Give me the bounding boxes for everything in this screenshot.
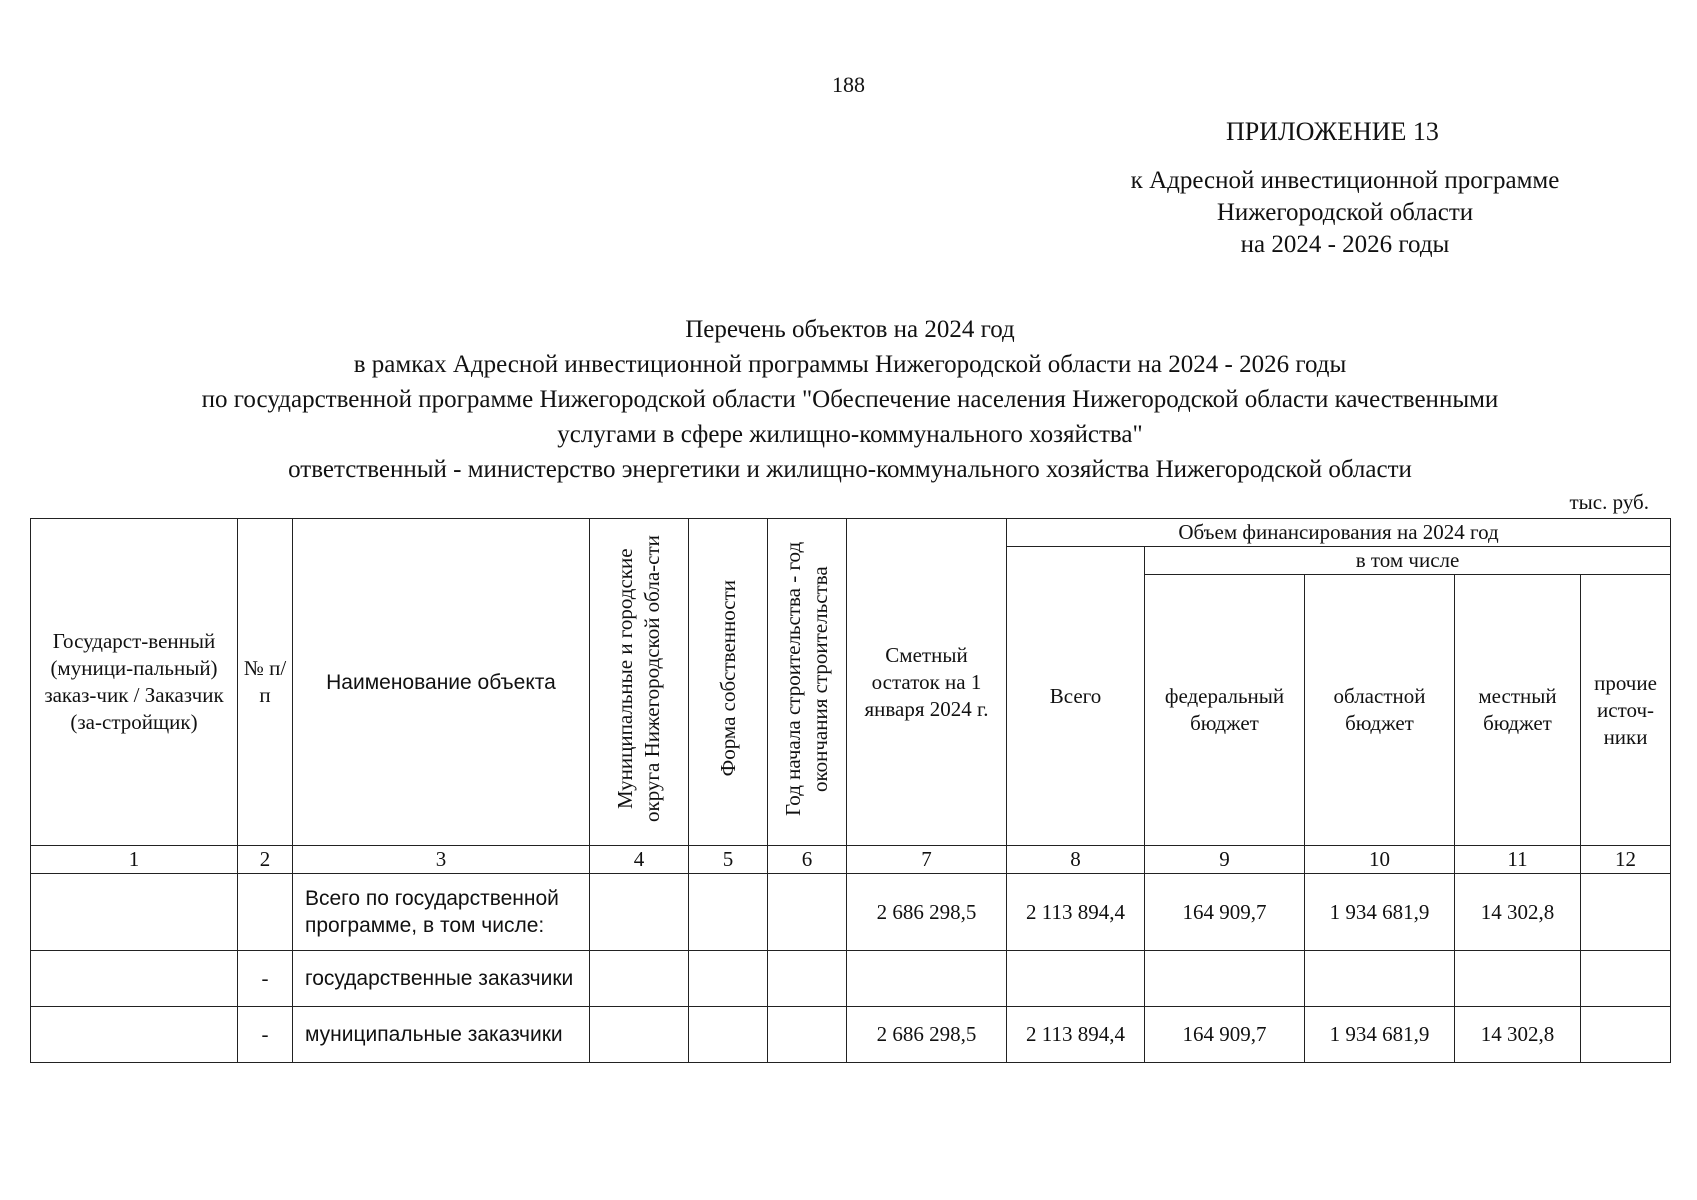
column-number: 8 [1007,846,1145,874]
cell-customer [31,951,238,1007]
column-number: 7 [847,846,1007,874]
cell-federal [1145,951,1305,1007]
header-ownership-text: Форма собственности [715,580,740,777]
cell-districts [590,874,689,951]
header-ownership [689,519,768,846]
cell-total: 2 113 894,4 [1007,1007,1145,1063]
cell-customer [31,1007,238,1063]
title-line: Перечень объектов на 2024 год [685,316,1015,343]
cell-years [768,874,847,951]
cell-object-name: Всего по государственной программе, в том числе: [293,874,590,951]
column-number: 6 [768,846,847,874]
cell-total [1007,951,1145,1007]
cell-number: - [238,1007,293,1063]
cell-balance: 2 686 298,5 [847,874,1007,951]
header-number: № п/п [238,519,293,846]
cell-other [1581,1007,1671,1063]
title-line: в рамках Адресной инвестиционной программы Нижегородской области на 2024 - 2026 годы [353,351,1347,378]
cell-other [1581,874,1671,951]
header-regional: областной бюджет [1305,575,1455,846]
header-local: местный бюджет [1455,575,1581,846]
cell-balance [847,951,1007,1007]
header-years [768,519,847,846]
cell-total: 2 113 894,4 [1007,874,1145,951]
header-including: в том числе [1145,547,1671,575]
cell-districts [590,1007,689,1063]
title-line: ответственный - министерство энергетики и жилищно-коммунального хозяйства Нижегородской области [288,456,1412,483]
cell-regional [1305,951,1455,1007]
cell-ownership [689,874,768,951]
header-customer: Государст-венный (муници-пальный) заказ-чик / Заказчик (за-стройщик) [31,519,238,846]
title-line: услугами в сфере жилищно-коммунального хозяйства" [557,421,1143,448]
cell-years [768,951,847,1007]
table-row [31,951,1671,1007]
column-number: 4 [590,846,689,874]
cell-regional: 1 934 681,9 [1305,874,1455,951]
header-total: Всего [1007,547,1145,846]
column-number: 1 [31,846,238,874]
cell-other [1581,951,1671,1007]
column-number: 2 [238,846,293,874]
column-number-row [31,846,1671,874]
appendix-title: ПРИЛОЖЕНИЕ 13 [1226,117,1439,146]
column-number: 9 [1145,846,1305,874]
header-financing-group: Объем финансирования на 2024 год [1007,519,1671,547]
header-districts-text: Муниципальные и городские округа Нижегородской обла-сти [613,535,664,822]
cell-districts [590,951,689,1007]
cell-number: - [238,951,293,1007]
column-number: 5 [689,846,768,874]
header-balance: Сметный остаток на 1 января 2024 г. [847,519,1007,846]
cell-local: 14 302,8 [1455,1007,1581,1063]
appendix-reference [1080,165,1610,261]
title-line: по государственной программе Нижегородской области "Обеспечение населения Нижегородской области качественными [201,386,1499,413]
appendix-ref-line: Нижегородской области [1216,199,1474,226]
appendix-ref-line: на 2024 - 2026 годы [1240,231,1450,258]
table-row [31,1007,1671,1063]
cell-object-name: муниципальные заказчики [293,1007,590,1063]
cell-regional: 1 934 681,9 [1305,1007,1455,1063]
header-row [31,519,1671,547]
header-districts [590,519,689,846]
page-number: 188 [832,72,865,97]
cell-customer [31,874,238,951]
table-row [31,874,1671,951]
cell-federal: 164 909,7 [1145,874,1305,951]
cell-object-name: государственные заказчики [293,951,590,1007]
header-object-name: Наименование объекта [293,519,590,846]
cell-number [238,874,293,951]
cell-ownership [689,1007,768,1063]
header-other: прочие источ-ники [1581,575,1671,846]
cell-balance: 2 686 298,5 [847,1007,1007,1063]
cell-years [768,1007,847,1063]
appendix-ref-line: к Адресной инвестиционной программе [1130,167,1560,194]
cell-federal: 164 909,7 [1145,1007,1305,1063]
units-label: тыс. руб. [1569,490,1649,514]
header-years-text: Год начала строительства - год окончания строительства [781,541,832,816]
cell-ownership [689,951,768,1007]
column-number: 3 [293,846,590,874]
column-number: 10 [1305,846,1455,874]
header-federal: федеральный бюджет [1145,575,1305,846]
column-number: 11 [1455,846,1581,874]
financing-table [30,518,1671,1063]
cell-local: 14 302,8 [1455,874,1581,951]
document-title [100,312,1600,487]
cell-local [1455,951,1581,1007]
column-number: 12 [1581,846,1671,874]
